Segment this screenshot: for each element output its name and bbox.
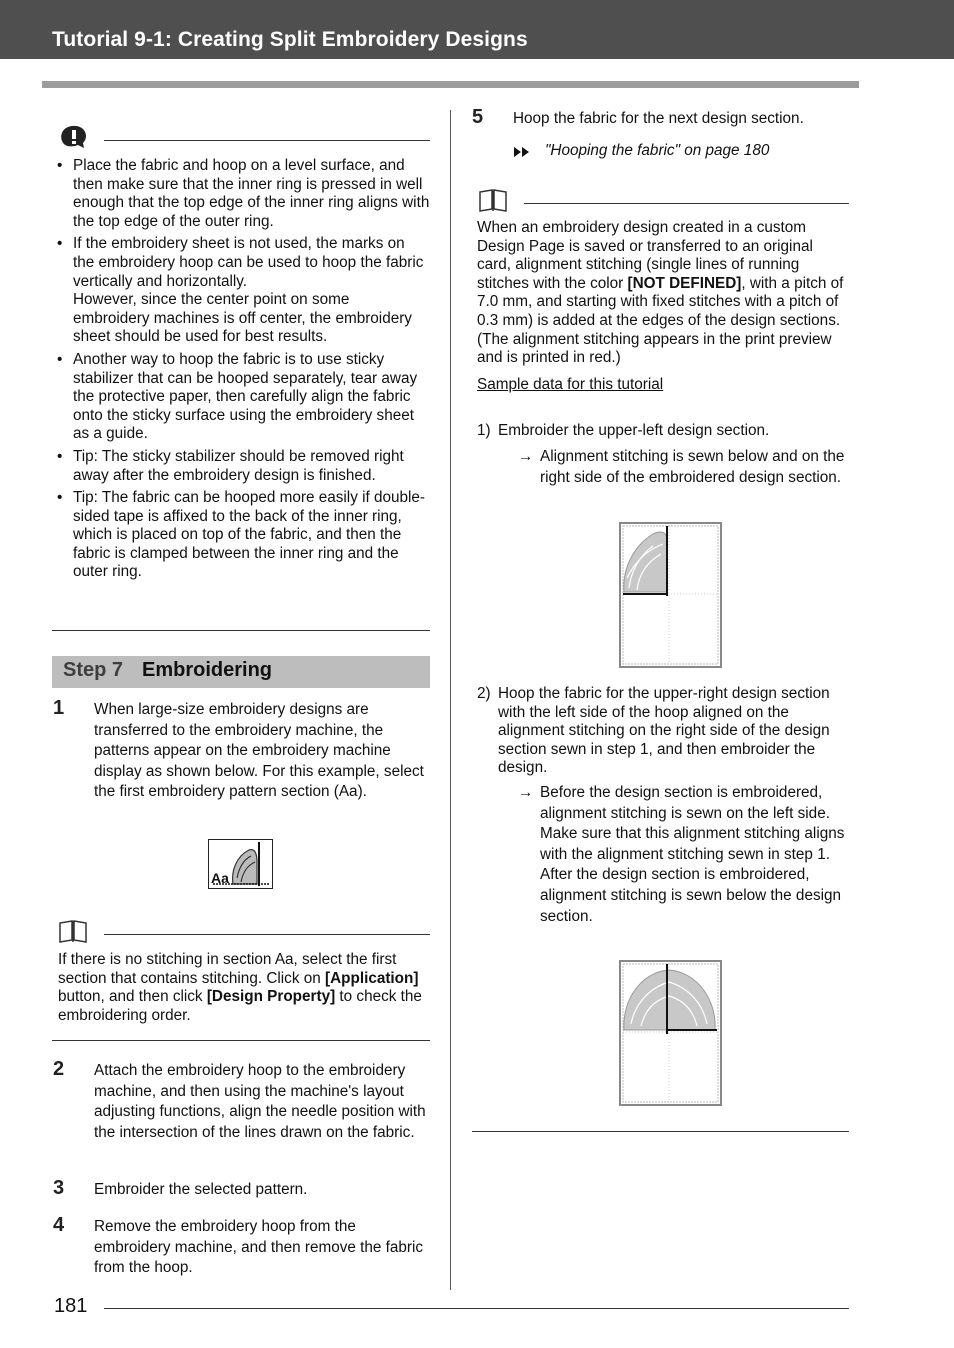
result-arrow-icon: → bbox=[518, 784, 534, 801]
important-bottom-rule bbox=[52, 630, 430, 631]
substep-result: Before the design section is embroidered, alignment stitching is sewn on the left side. Make sure that this alignment stitching aligns with the alignment stitching sewn in step 1. After the design section is embroidered, alignment stitching is sewn below the design section. bbox=[540, 784, 845, 925]
footer-rule bbox=[104, 1308, 849, 1309]
memo-book-icon bbox=[478, 187, 508, 213]
important-bullet: • If the embroidery sheet is not used, the marks on the embroidery hoop can be used to hoop the fabric vertically and horizontally. However, since the center point on some embroidery machines is off center, the embroidery sheet should be used for best results. bbox=[52, 235, 430, 347]
step-number: 2 bbox=[53, 1058, 65, 1080]
step-text: Hoop the fabric for the next design section. bbox=[513, 110, 804, 127]
step-number: 3 bbox=[53, 1177, 65, 1199]
page-title: Tutorial 9-1: Creating Split Embroidery Designs bbox=[52, 28, 528, 51]
substep-text: Hoop the fabric for the upper-right design section with the left side of the hoop aligned on the alignment stitching on the right side of the design section sewn in step 1, and then embroider the design. bbox=[498, 685, 830, 777]
important-bullet: • Place the fabric and hoop on a level surface, and then make sure that the inner ring is pressed in well enough that the top edge of the inner ring aligns with the top edge of the outer ring. bbox=[52, 157, 430, 231]
memo-text: When an embroidery design created in a custom Design Page is saved or transferred to an original card, alignment stitching (single lines of running stitches with the color [NOT DEFINED], with a pitch of 7.0 mm, and starting with fixed stitches with a pitch of 0.3 mm) is added at the edges of the design sections. (The alignment stitching appears in the print preview and is printed in red.) bbox=[477, 219, 844, 367]
header-rule bbox=[42, 81, 859, 88]
sample-data-link[interactable]: Sample data for this tutorial bbox=[477, 376, 664, 393]
step-heading-label: Step 7 bbox=[63, 659, 124, 681]
pattern-section-label: Aa bbox=[211, 870, 229, 886]
substep-number: 1) bbox=[477, 422, 491, 439]
result-arrow-icon: → bbox=[518, 448, 534, 465]
step-number: 5 bbox=[472, 106, 484, 128]
right-column-bottom-rule bbox=[472, 1131, 849, 1132]
step-heading-name: Embroidering bbox=[142, 659, 273, 681]
important-icon bbox=[58, 124, 92, 150]
step-text: Attach the embroidery hoop to the embroidery machine, and then using the machine's layout adjusting functions, align the needle position with the intersection of the lines drawn on the fabric. bbox=[94, 1062, 426, 1141]
important-bullet: • Tip: The fabric can be hooped more easily if double-sided tape is affixed to the back of the inner ring, which is placed on top of the fabric, and then the fabric is clamped between the inner ring and the outer ring. bbox=[52, 489, 430, 582]
pattern-section-icon bbox=[208, 839, 273, 889]
memo-text: If there is no stitching in section Aa, select the first section that contains stitching. Click on [Application] button, and then click [Design Property] to check the embroidering order. bbox=[58, 951, 422, 1024]
step-text: Embroider the selected pattern. bbox=[94, 1181, 308, 1198]
substep-number: 2) bbox=[477, 685, 491, 702]
memo-rule bbox=[104, 934, 430, 935]
step-number: 1 bbox=[53, 697, 65, 719]
double-arrow-icon bbox=[513, 145, 533, 159]
page-number: 181 bbox=[54, 1295, 88, 1317]
memo-book-icon bbox=[58, 918, 88, 944]
important-box bbox=[52, 157, 430, 586]
memo-rule bbox=[524, 203, 849, 204]
step-text: When large-size embroidery designs are transferred to the embroidery machine, the patterns appear on the embroidery machine display as shown below. For this example, select the first embroidery pattern section (Aa). bbox=[94, 701, 424, 801]
substep-text: Embroider the upper-left design section. bbox=[498, 422, 770, 439]
important-rule bbox=[104, 140, 430, 141]
cross-reference-link[interactable]: "Hooping the fabric" on page 180 bbox=[545, 142, 770, 159]
step-number: 4 bbox=[53, 1214, 65, 1236]
hoop-diagram-upper-left bbox=[619, 522, 722, 668]
substep-result: Alignment stitching is sewn below and on the right side of the embroidered design section. bbox=[540, 448, 845, 486]
column-divider bbox=[450, 110, 451, 1290]
memo-bottom-rule bbox=[52, 1040, 430, 1041]
hoop-diagram-upper-right bbox=[619, 960, 722, 1106]
important-bullet: • Tip: The sticky stabilizer should be removed right away after the embroidery design is finished. bbox=[52, 448, 430, 485]
important-bullet: • Another way to hoop the fabric is to use sticky stabilizer that can be hooped separately, tear away the protective paper, then carefully align the fabric onto the sticky surface using the embroidery sheet as a guide. bbox=[52, 351, 430, 444]
step-text: Remove the embroidery hoop from the embroidery machine, and then remove the fabric from the hoop. bbox=[94, 1218, 424, 1277]
